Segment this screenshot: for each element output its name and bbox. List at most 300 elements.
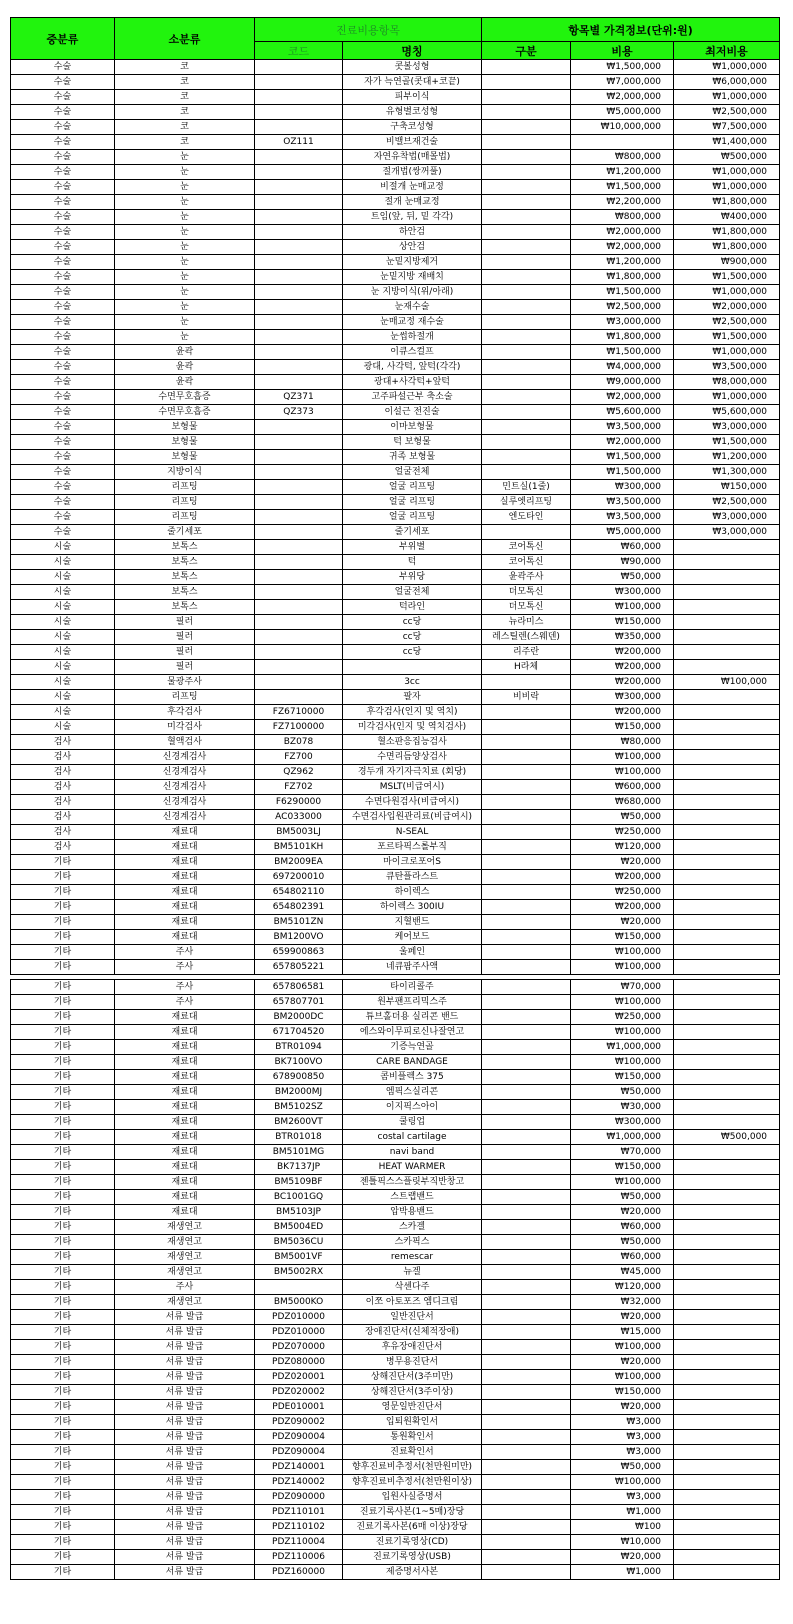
cell-minor: 신경계검사 [115,765,255,780]
cell-cost: ₩100,000 [571,945,674,960]
cell-code [255,165,343,180]
table-row [11,420,780,435]
cell-name: 튜브홀더용 실리콘 밴드 [343,1010,482,1025]
cell-name: 울페인 [343,945,482,960]
cell-code [255,300,343,315]
cell-kind [482,1190,571,1205]
cell-major: 기타 [11,1160,115,1175]
cell-name: 진료기록사본(1~5매)장당 [343,1505,482,1520]
cell-kind [482,1340,571,1355]
cell-major: 기타 [11,1535,115,1550]
cell-major: 기타 [11,1445,115,1460]
table-row [11,1550,780,1565]
cell-max-cost: ₩1,000,000 [674,90,780,105]
cell-max-cost [674,1535,780,1550]
cell-name: 눈매교정 재수술 [343,315,482,330]
cell-kind [482,1385,571,1400]
table-row [11,615,780,630]
cell-name: 후각검사(인지 및 역치) [343,705,482,720]
cell-cost: ₩50,000 [571,810,674,825]
cell-name: 네큐팜주사액 [343,960,482,975]
cell-name: 광대, 사각턱, 앞턱(각각) [343,360,482,375]
cell-major: 기타 [11,1370,115,1385]
cell-kind: 더모톡신 [482,600,571,615]
cell-kind: 뉴라미스 [482,615,571,630]
cell-kind [482,1520,571,1535]
cell-major: 수술 [11,150,115,165]
table-row [11,540,780,555]
cell-minor: 필러 [115,645,255,660]
cell-code: PDZ140002 [255,1475,343,1490]
cell-max-cost [674,1085,780,1100]
cell-kind [482,315,571,330]
cell-name: 향후진료비추정서(천만원이상) [343,1475,482,1490]
table-row [11,75,780,90]
cell-cost: ₩20,000 [571,1355,674,1370]
cell-max-cost: ₩3,000,000 [674,510,780,525]
table-row [11,885,780,900]
table-row [11,465,780,480]
cell-kind [482,795,571,810]
cell-max-cost [674,1505,780,1520]
table-row [11,360,780,375]
cell-code: QZ371 [255,390,343,405]
cell-kind [482,945,571,960]
cell-cost: ₩50,000 [571,1190,674,1205]
cell-kind [482,1325,571,1340]
cell-name: 비절개 눈매교정 [343,180,482,195]
cell-max-cost: ₩1,200,000 [674,450,780,465]
cell-cost: ₩150,000 [571,1160,674,1175]
cell-major: 수술 [11,75,115,90]
cell-cost: ₩3,000 [571,1445,674,1460]
cell-major: 기타 [11,1430,115,1445]
cell-max-cost [674,1220,780,1235]
cell-major: 수술 [11,480,115,495]
cell-cost: ₩30,000 [571,1100,674,1115]
table-row [11,1175,780,1190]
cell-code [255,465,343,480]
table-row [11,780,780,795]
cell-minor: 서류 발급 [115,1445,255,1460]
table-row [11,1190,780,1205]
cell-name: MSLT(비급여시) [343,780,482,795]
cell-major: 기타 [11,1520,115,1535]
cell-minor: 보톡스 [115,540,255,555]
table-row [11,435,780,450]
cell-major: 검사 [11,765,115,780]
cell-major: 수술 [11,255,115,270]
cell-cost: ₩150,000 [571,1070,674,1085]
cell-kind [482,1295,571,1310]
cell-code [255,555,343,570]
cell-max-cost [674,1175,780,1190]
cell-max-cost [674,1055,780,1070]
cell-max-cost: ₩1,800,000 [674,240,780,255]
cell-minor: 서류 발급 [115,1325,255,1340]
cell-code: PDZ020001 [255,1370,343,1385]
cell-kind [482,255,571,270]
table-row [11,810,780,825]
cell-code: FZ7100000 [255,720,343,735]
cell-major: 검사 [11,825,115,840]
cell-name: 얼굴 리프팅 [343,510,482,525]
cell-code: F6290000 [255,795,343,810]
header-group-price: 항목별 가격정보(단위:원) [482,18,780,42]
cell-cost: ₩1,000,000 [571,1130,674,1145]
table-row [11,390,780,405]
cell-kind [482,1100,571,1115]
cell-cost: ₩300,000 [571,585,674,600]
cell-max-cost: ₩1,400,000 [674,135,780,150]
cell-max-cost [674,540,780,555]
cell-name: 영문일반진단서 [343,1400,482,1415]
cell-cost: ₩1,500,000 [571,180,674,195]
table-row [11,825,780,840]
cell-code: FZ702 [255,780,343,795]
cell-minor: 서류 발급 [115,1310,255,1325]
cell-cost: ₩10,000 [571,1535,674,1550]
cell-code: BM1200VO [255,930,343,945]
cell-kind [482,1205,571,1220]
cell-max-cost [674,840,780,855]
cell-max-cost [674,765,780,780]
cell-cost: ₩250,000 [571,1010,674,1025]
cell-max-cost [674,705,780,720]
cell-cost: ₩50,000 [571,1085,674,1100]
cell-cost: ₩20,000 [571,1310,674,1325]
cell-code: OZ111 [255,135,343,150]
cell-minor: 재료대 [115,1055,255,1070]
cell-kind [482,1535,571,1550]
table-row [11,855,780,870]
cell-code [255,240,343,255]
cell-minor: 눈 [115,240,255,255]
cell-kind: 비비락 [482,690,571,705]
cell-code [255,210,343,225]
cell-code [255,615,343,630]
table-row [11,930,780,945]
cell-minor: 서류 발급 [115,1385,255,1400]
cell-code [255,495,343,510]
cell-cost: ₩80,000 [571,735,674,750]
cell-major: 수술 [11,345,115,360]
cell-minor: 필러 [115,615,255,630]
table-row [11,1370,780,1385]
cell-minor: 눈 [115,195,255,210]
cell-kind [482,330,571,345]
cell-cost: ₩1,200,000 [571,165,674,180]
cell-cost: ₩300,000 [571,1115,674,1130]
cell-cost: ₩50,000 [571,1460,674,1475]
cell-kind [482,870,571,885]
cell-major: 수술 [11,405,115,420]
table-row [11,980,780,995]
cell-code: BM5002RX [255,1265,343,1280]
cell-cost: ₩60,000 [571,1220,674,1235]
cell-name: 진료기록영상(CD) [343,1535,482,1550]
cell-code: PDE010001 [255,1400,343,1415]
cell-max-cost: ₩100,000 [674,675,780,690]
cell-minor: 코 [115,135,255,150]
cell-minor: 보톡스 [115,555,255,570]
cell-name: cc당 [343,615,482,630]
table-row [11,150,780,165]
cell-major: 수술 [11,240,115,255]
cell-kind [482,165,571,180]
cell-kind [482,1130,571,1145]
cell-major: 수술 [11,435,115,450]
cell-kind [482,360,571,375]
table-row [11,255,780,270]
cell-kind: 리주란 [482,645,571,660]
cell-cost: ₩100,000 [571,1340,674,1355]
cell-cost: ₩100,000 [571,1025,674,1040]
cell-code: BM5001VF [255,1250,343,1265]
cell-code: BM5109BF [255,1175,343,1190]
cell-major: 기타 [11,1040,115,1055]
table-row [11,675,780,690]
cell-name: 턱 [343,555,482,570]
cell-cost: ₩2,200,000 [571,195,674,210]
table-row [11,285,780,300]
cell-max-cost [674,615,780,630]
table-row [11,495,780,510]
cell-kind [482,375,571,390]
table-row [11,1205,780,1220]
table-row [11,1490,780,1505]
cell-max-cost [674,915,780,930]
cell-code [255,150,343,165]
cell-max-cost [674,900,780,915]
cell-max-cost [674,795,780,810]
cell-cost: ₩1,800,000 [571,330,674,345]
table-row [11,1070,780,1085]
cell-max-cost [674,855,780,870]
cell-minor: 수면무호흡증 [115,390,255,405]
cell-code [255,285,343,300]
cell-max-cost [674,555,780,570]
cell-code: BZ078 [255,735,343,750]
cell-name: 눈 지방이식(위/아래) [343,285,482,300]
cell-kind [482,1280,571,1295]
cell-cost: ₩680,000 [571,795,674,810]
cell-minor: 재료대 [115,915,255,930]
cell-code: PDZ010000 [255,1325,343,1340]
cell-major: 시술 [11,705,115,720]
cell-max-cost: ₩3,500,000 [674,360,780,375]
cell-max-cost: ₩2,000,000 [674,300,780,315]
cell-kind [482,120,571,135]
table-row [11,995,780,1010]
cell-code [255,270,343,285]
cell-max-cost: ₩1,000,000 [674,390,780,405]
cell-major: 수술 [11,210,115,225]
cell-max-cost [674,1565,780,1580]
cell-max-cost [674,825,780,840]
cell-max-cost [674,885,780,900]
cell-kind [482,150,571,165]
cell-max-cost: ₩7,500,000 [674,120,780,135]
cell-name: 입퇴원확인서 [343,1415,482,1430]
cell-major: 기타 [11,1355,115,1370]
cell-major: 기타 [11,1085,115,1100]
cell-cost: ₩1,800,000 [571,270,674,285]
table-row [11,105,780,120]
cell-minor: 윤곽 [115,360,255,375]
cell-major: 기타 [11,870,115,885]
cell-major: 기타 [11,1220,115,1235]
table-row [11,1520,780,1535]
cell-minor: 서류 발급 [115,1355,255,1370]
cell-max-cost: ₩2,500,000 [674,495,780,510]
cell-cost: ₩800,000 [571,150,674,165]
cell-kind [482,720,571,735]
cell-max-cost [674,945,780,960]
cell-kind [482,90,571,105]
cell-code [255,675,343,690]
cell-major: 수술 [11,465,115,480]
cell-minor: 혈액검사 [115,735,255,750]
cell-cost: ₩100,000 [571,765,674,780]
cell-major: 기타 [11,1325,115,1340]
cell-name: 수면다원검사(비급여시) [343,795,482,810]
cell-max-cost [674,1520,780,1535]
cell-major: 수술 [11,225,115,240]
cell-cost: ₩5,000,000 [571,105,674,120]
cell-minor: 재생연고 [115,1295,255,1310]
cell-code: 657805221 [255,960,343,975]
cell-max-cost [674,1295,780,1310]
cell-code: QZ962 [255,765,343,780]
cell-code: BM5102SZ [255,1100,343,1115]
cell-major: 수술 [11,390,115,405]
cell-name: 구축코성형 [343,120,482,135]
cell-code [255,255,343,270]
cell-cost: ₩3,000 [571,1430,674,1445]
cell-code: 697200010 [255,870,343,885]
cell-minor: 재료대 [115,1190,255,1205]
header-cost: 비용 [571,42,674,60]
cell-major: 기타 [11,1295,115,1310]
cell-code: 657806581 [255,980,343,995]
cell-name: 상안검 [343,240,482,255]
cell-minor: 리프팅 [115,495,255,510]
cell-code: 659900863 [255,945,343,960]
cell-minor: 서류 발급 [115,1565,255,1580]
cell-kind [482,105,571,120]
cell-minor: 재료대 [115,1145,255,1160]
cell-name: 팔자 [343,690,482,705]
cell-kind [482,210,571,225]
cell-minor: 재료대 [115,870,255,885]
cell-minor: 보톡스 [115,570,255,585]
table-row [11,705,780,720]
cell-kind [482,75,571,90]
cell-major: 시술 [11,720,115,735]
cell-code: BM5036CU [255,1235,343,1250]
cell-name: 이쪼 아토포즈 엠디크림 [343,1295,482,1310]
cell-minor: 코 [115,75,255,90]
cell-minor: 수면무호흡증 [115,405,255,420]
cell-minor: 재료대 [115,930,255,945]
cell-cost: ₩1,500,000 [571,450,674,465]
cell-kind [482,1145,571,1160]
cell-name: 마이크로포어S [343,855,482,870]
cell-max-cost [674,1355,780,1370]
table-row [11,1415,780,1430]
cell-code: BM5101KH [255,840,343,855]
table-row [11,225,780,240]
cell-max-cost [674,810,780,825]
cell-major: 기타 [11,1565,115,1580]
cell-kind [482,980,571,995]
cell-major: 수술 [11,135,115,150]
cell-major: 검사 [11,810,115,825]
table-row [11,210,780,225]
cell-name: 지혈밴드 [343,915,482,930]
cell-name: 혈소판응집능검사 [343,735,482,750]
cell-minor: 리프팅 [115,480,255,495]
cell-kind [482,1265,571,1280]
cell-major: 기타 [11,1340,115,1355]
table-row [11,1460,780,1475]
cell-minor: 코 [115,105,255,120]
cell-kind [482,1175,571,1190]
cell-name: 향후진료비추정서(천만원미만) [343,1460,482,1475]
cell-max-cost: ₩6,000,000 [674,75,780,90]
cell-cost: ₩150,000 [571,720,674,735]
cell-code: PDZ140001 [255,1460,343,1475]
cell-code: PDZ090000 [255,1490,343,1505]
header-name: 명칭 [343,42,482,60]
cell-max-cost [674,995,780,1010]
cell-name: 3cc [343,675,482,690]
cell-minor: 서류 발급 [115,1430,255,1445]
cell-minor: 지방이식 [115,465,255,480]
cell-cost: ₩200,000 [571,645,674,660]
table-row [11,1310,780,1325]
table-row [11,915,780,930]
cell-code: BK7137JP [255,1160,343,1175]
cell-minor: 서류 발급 [115,1505,255,1520]
table-row [11,1505,780,1520]
cell-max-cost [674,930,780,945]
cell-minor: 필러 [115,630,255,645]
cell-major: 시술 [11,540,115,555]
cell-name: 원부팬프리믹스주 [343,995,482,1010]
cell-code [255,510,343,525]
cell-minor: 보형물 [115,420,255,435]
cell-kind: 윤곽주사 [482,570,571,585]
table-row [11,1025,780,1040]
cell-code: 657807701 [255,995,343,1010]
cell-cost: ₩3,500,000 [571,510,674,525]
cell-major: 기타 [11,1130,115,1145]
cell-name: 이설근 전진술 [343,405,482,420]
cell-kind [482,765,571,780]
cell-minor: 눈 [115,225,255,240]
table-row [11,750,780,765]
cell-minor: 보톡스 [115,600,255,615]
table-row [11,345,780,360]
cell-name: 얼굴전체 [343,585,482,600]
cell-code: PDZ110006 [255,1550,343,1565]
cell-name: 압박용밴드 [343,1205,482,1220]
cell-name: 얼굴 리프팅 [343,495,482,510]
table-row [11,300,780,315]
cell-kind [482,675,571,690]
